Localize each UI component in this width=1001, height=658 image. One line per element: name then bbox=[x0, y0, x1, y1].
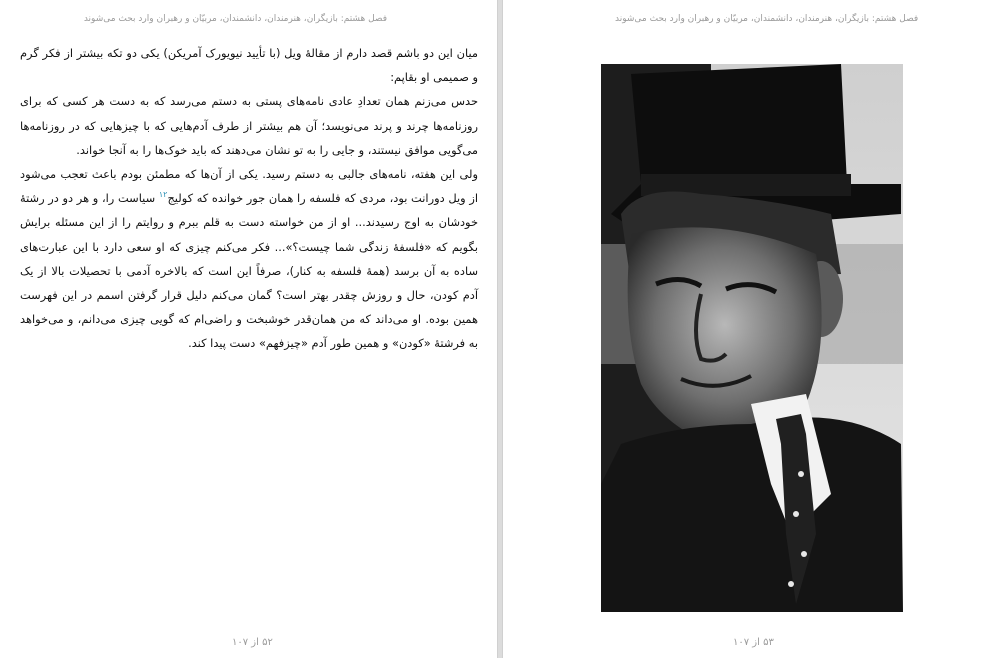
paragraph-1: میان این دو باشم قصد دارم از مقالهٔ ویل (با تأیید نیویورک آمریکن) یکی دو تکه بیشتر از فکر گرم و صمیمی او بقاپم: bbox=[20, 46, 478, 85]
paragraph-3-start: ولی این هفته، نامه‌های جالبی به دستم رسید. یکی از آن‌ها که مطمئن بودم باعث تعجب می‌شود از ویل دورانت بود، مردی که فلسفه را همان جور خوانده که کولیج bbox=[20, 167, 478, 206]
portrait-photo bbox=[601, 64, 903, 612]
page-body-text bbox=[20, 41, 478, 356]
paragraph-3-end: سیاست را، و هر دو در رشتهٔ خودشان به اوج رسیدند... او از من خواسته دست به قلم ببرم و روایتم را از این مسئله برایش بگویم که «فلسفهٔ زندگی شما چیست؟»... فکر می‌کنم چیزی که او سعی دارد با این عبارت‌های ساده به آن برسد (همهٔ فلسفه به کنار)، صرفاً این است که بالاخره آدمی با تحصیلات بالا از یک آدم کودن، حال و روزش چقدر بهتر است؟ گمان می‌کنم دلیل قرار گرفتن اسمم در این فهرست همین بوده. او می‌داند که من همان‌قدر خوشبخت و راضی‌ام که گویی چیزی می‌دانم، و می‌خواهد به فرشتهٔ «کودن» و همین طور آدم «چیزفهم» دست پیدا کند. bbox=[20, 191, 478, 351]
left-page bbox=[0, 0, 498, 658]
right-page bbox=[502, 0, 1001, 658]
page-number-right: ۵۳ از ۱۰۷ bbox=[733, 637, 774, 648]
running-header-left: فصل هشتم: بازیگران، هنرمندان، دانشمندان، مربیّان و رهبران وارد بحث می‌شوند bbox=[83, 14, 387, 24]
paragraph-3 bbox=[20, 162, 478, 356]
portrait-illustration bbox=[601, 64, 903, 612]
running-header-right: فصل هشتم: بازیگران، هنرمندان، دانشمندان، مربیّان و رهبران وارد بحث می‌شوند bbox=[615, 14, 919, 24]
paragraph-2: حدس می‌زنم همان تعدادِ عادی نامه‌های پستی به دستم می‌رسد که به دست هر کسی که برای روزنامه‌ها چرند و پرند می‌نویسد؛ آن هم بیشتر از طرف آدم‌هایی که با چیزهایی که در روزنامه‌ها می‌گویی موافق نیستند، و جایی را به تو نشان می‌دهند که باید خوک‌ها را به آنجا خواند. bbox=[20, 94, 478, 157]
page-number-left: ۵۲ از ۱۰۷ bbox=[232, 637, 273, 648]
footnote-reference[interactable]: ۱۲ bbox=[158, 190, 168, 200]
